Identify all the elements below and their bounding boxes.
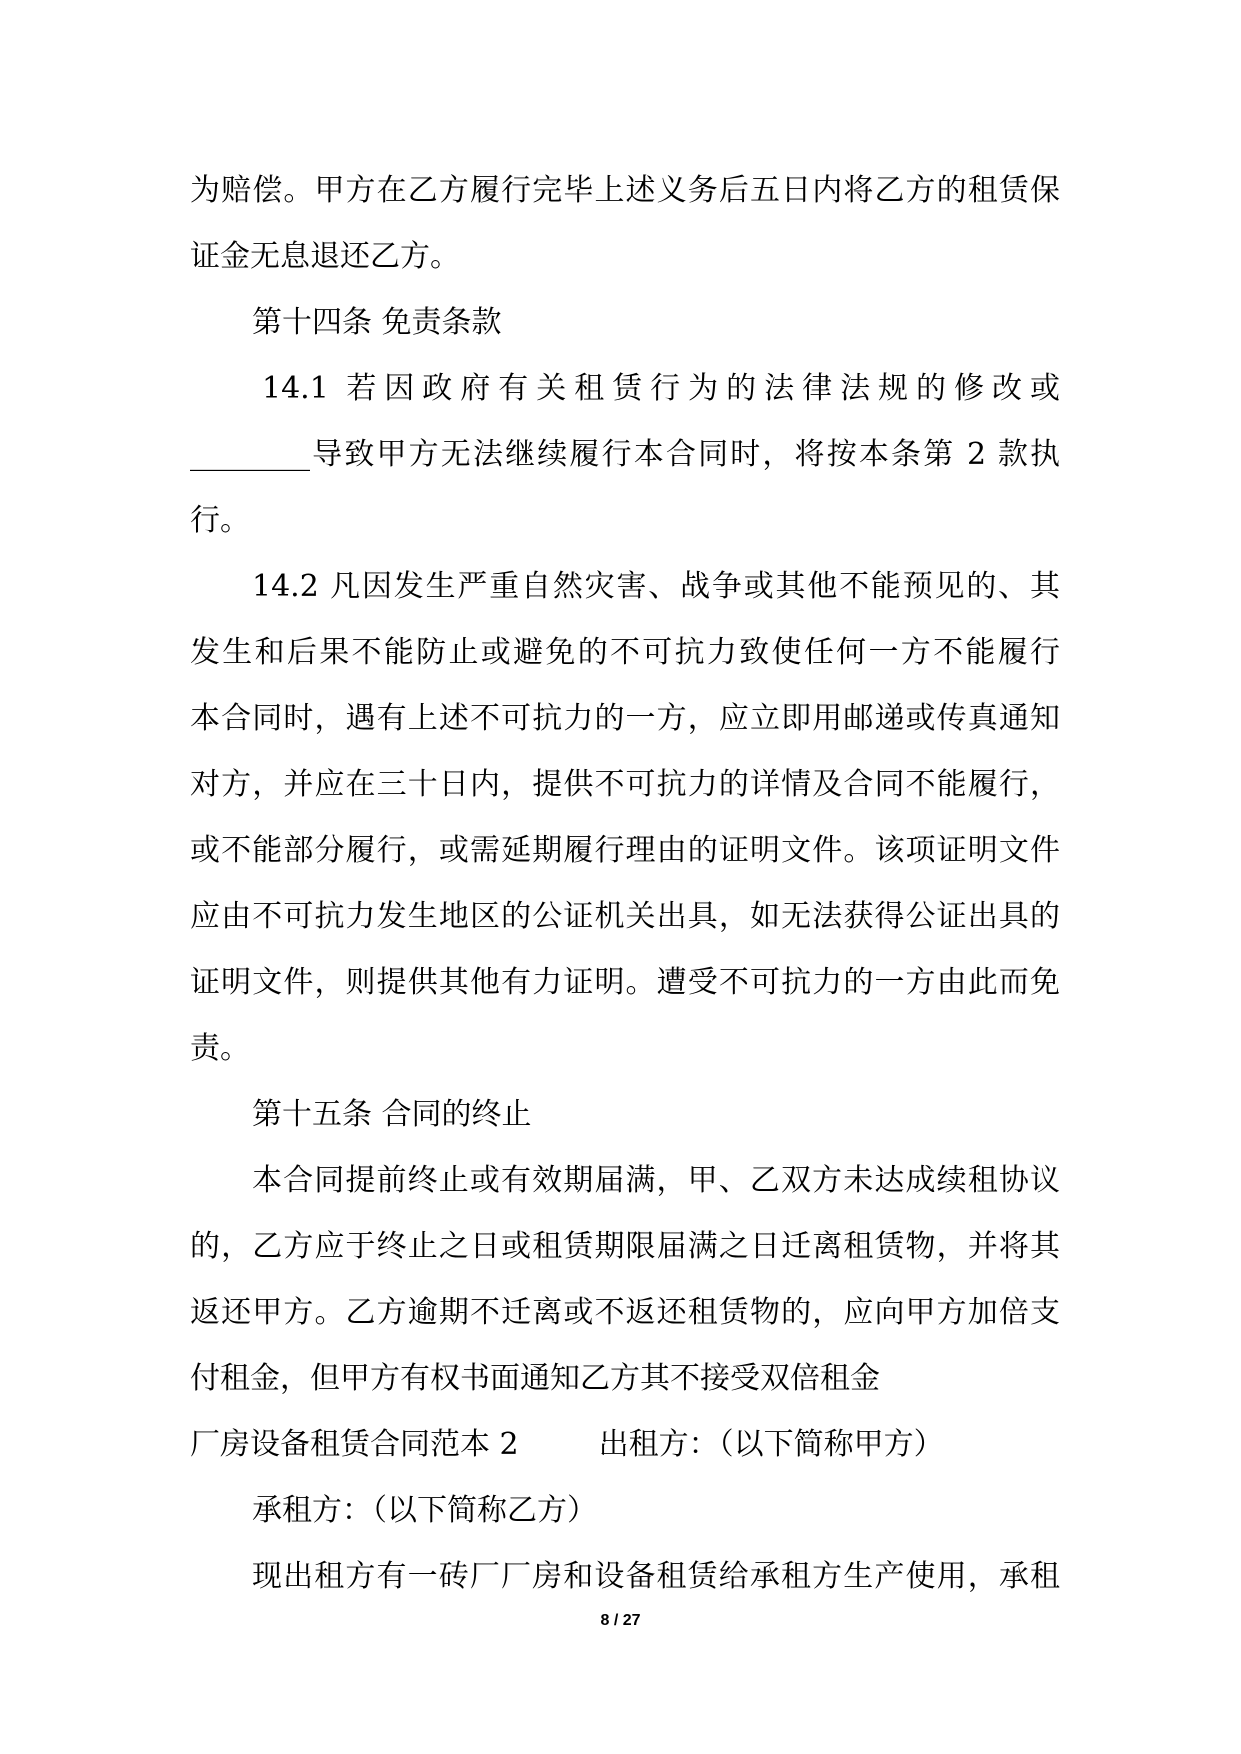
text-line: 证金无息退还乙方。	[190, 239, 460, 274]
text-line: 返还甲方。乙方逾期不迁离或不返还租赁物的，应向甲方加倍支	[190, 1295, 1060, 1330]
lessee-label: 承租方：（以下简称乙方）	[252, 1493, 597, 1528]
text-line: 对方，并应在三十日内，提供不可抗力的详情及合同不能履行，	[190, 767, 1060, 802]
text-line: 行。	[190, 503, 250, 538]
text-line: 本合同时，遇有上述不可抗力的一方，应立即用邮递或传真通知	[190, 701, 1060, 736]
contract-2-heading-line	[190, 1412, 1060, 1478]
clause-14-2: 14.2 凡因发生严重自然灾害、战争或其他不能预见的、其	[252, 569, 1060, 604]
text-line: ________导致甲方无法继续履行本合同时，将按本条第 2 款执	[190, 437, 1060, 472]
lessor-label: 出租方：（以下简称甲方）	[598, 1427, 944, 1462]
text-line: 的，乙方应于终止之日或租赁期限届满之日迁离租赁物，并将其	[190, 1229, 1060, 1264]
text-line: 现出租方有一砖厂厂房和设备租赁给承租方生产使用，承租	[252, 1559, 1060, 1594]
text-line: 发生和后果不能防止或避免的不可抗力致使任何一方不能履行	[190, 635, 1060, 670]
text-line: 本合同提前终止或有效期届满，甲、乙双方未达成续租协议	[252, 1163, 1060, 1198]
text-line: 付租金，但甲方有权书面通知乙方其不接受双倍租金	[190, 1361, 880, 1396]
text-line: 证明文件，则提供其他有力证明。遭受不可抗力的一方由此而免	[190, 965, 1060, 1000]
contract-2-title: 厂房设备租赁合同范本 2	[190, 1427, 519, 1462]
text-line: 为赔偿。甲方在乙方履行完毕上述义务后五日内将乙方的租赁保	[190, 173, 1060, 208]
text-line: 或不能部分履行，或需延期履行理由的证明文件。该项证明文件	[190, 833, 1060, 868]
section-heading-14: 第十四条 免责条款	[252, 305, 502, 340]
clause-14-1: 14.1 若因政府有关租赁行为的法律法规的修改或	[262, 371, 1060, 406]
text-line: 责。	[190, 1031, 250, 1066]
page-number: 8 / 27	[600, 1612, 641, 1629]
document-body	[190, 158, 1060, 1610]
text-line: 应由不可抗力发生地区的公证机关出具，如无法获得公证出具的	[190, 899, 1060, 934]
section-heading-15: 第十五条 合同的终止	[252, 1097, 532, 1132]
